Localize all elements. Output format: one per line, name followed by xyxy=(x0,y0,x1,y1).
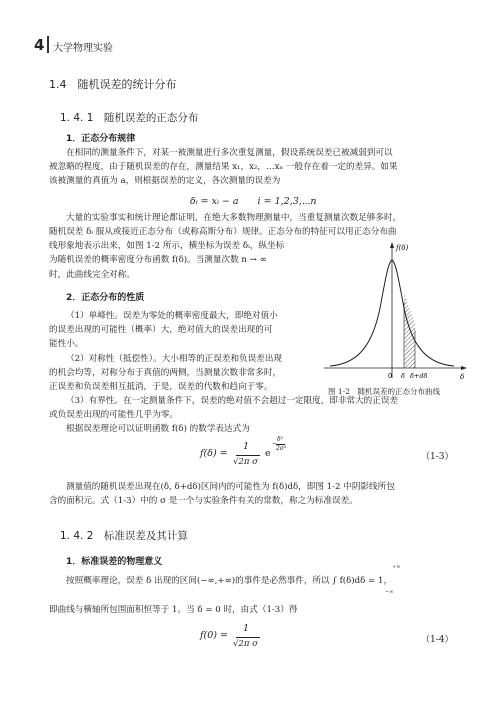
paragraph-line: 为随机误差的概率密度分布函数 f(δ)。当测量次数 n → ∞ xyxy=(49,255,267,265)
x-axis-label: δ xyxy=(460,373,465,381)
shaded-area xyxy=(404,293,415,368)
equation-number: （1-3） xyxy=(421,452,454,462)
paragraph-line: （1）单峰性。误差为零处的概率密度最大，即绝对值小 xyxy=(66,311,278,321)
paragraph-line: 该被测量的真值为 a，则根据误差的定义，各次测量的误差为 xyxy=(49,176,281,186)
y-axis-arrow xyxy=(390,242,394,248)
equation-peak-numerator: 1 xyxy=(243,623,250,634)
exp-minus: − xyxy=(272,440,278,447)
paragraph-line: 线形象地表示出来，如图 1-2 所示，横坐标为误差 δᵢ，纵坐标 xyxy=(49,241,285,251)
heading-properties: 2．正态分布的性质 xyxy=(66,293,145,303)
paragraph-line: 的机会均等，对称分布于真值的两侧，当测量次数非常多时， xyxy=(49,368,282,378)
equation-number: （1-4） xyxy=(421,635,454,645)
tick-delta: δ xyxy=(401,372,405,380)
fraction-bar xyxy=(236,637,260,638)
y-axis-label: f(δ) xyxy=(396,244,409,252)
section-title: 1.4 随机误差的统计分布 xyxy=(49,78,177,91)
equation-gaussian-lhs: f(δ) = xyxy=(200,448,228,459)
paragraph-line: 时，此曲线完全对称。 xyxy=(49,270,135,280)
exp-numerator: δ² xyxy=(277,436,284,443)
tick-delta-plus-d: δ+dδ xyxy=(410,372,428,380)
equation-peak-lhs: f(0) = xyxy=(200,630,228,641)
exp-denominator: 2σ² xyxy=(276,445,287,452)
paragraph-line: 在相同的测量条件下，对某一被测量进行多次重复测量，假设系统误差已被减弱到可以 xyxy=(66,148,393,158)
fraction-bar xyxy=(236,455,260,456)
subsection-title: 1. 4. 2 标准误差及其计算 xyxy=(60,530,188,542)
paragraph-line: 根据误差理论可以证明函数 f(δ) 的数学表达式为 xyxy=(66,424,250,434)
integral-lower-limit: −∞ xyxy=(385,589,394,595)
paragraph-line: 按照概率理论，误差 δ 出现的区间(−∞,+∞)的事件是必然事件，所以 ∫ f(δ)dδ = 1， xyxy=(66,576,393,586)
paragraph-line: 或负误差出现的可能性几乎为零。 xyxy=(49,410,178,420)
header-divider xyxy=(47,36,49,53)
normal-distribution-figure xyxy=(318,238,468,388)
paragraph-line: （2）对称性（抵偿性）。大小相等的正误差和负误差出现 xyxy=(66,354,283,364)
paragraph-line: 的误差出现的可能性（概率）大，绝对值大的误差出现的可 xyxy=(49,325,273,335)
equation-error-definition: δᵢ = xᵢ − a i = 1,2,3,⋯n xyxy=(190,196,317,207)
paragraph-line: （3）有界性。在一定测量条件下，误差的绝对值不会超过一定限度，即非常大的正误差 xyxy=(66,396,399,406)
paragraph-line: 即曲线与横轴所包围面积恒等于 1。当 δ = 0 时，由式（1-3）得 xyxy=(49,605,298,615)
book-title: 大学物理实验 xyxy=(53,43,113,54)
equation-peak-denominator: √2π σ xyxy=(233,639,258,649)
equation-gaussian-denominator: √2π σ xyxy=(233,457,258,467)
tick-zero: 0 xyxy=(388,372,393,380)
exp-base: e xyxy=(265,448,271,459)
paragraph-line: 能性小。 xyxy=(49,339,84,349)
paragraph-line: 测量值的随机误差出现在(δ, δ+dδ)区间内的可能性为 f(δ)dδ，即图 1-2 中阴影线所包 xyxy=(66,482,395,492)
x-axis-arrow xyxy=(461,366,467,370)
page-number: 4 xyxy=(34,36,45,54)
heading-normal-law: 1．正态分布规律 xyxy=(66,134,136,144)
paragraph-line: 正误差和负误差相互抵消，于是，误差的代数和趋向于零。 xyxy=(49,382,273,392)
subsection-title: 1. 4. 1 随机误差的正态分布 xyxy=(60,112,199,124)
paragraph-line: 随机误差 δᵢ 服从或接近正态分布（或称高斯分布）规律。正态分布的特征可以用正态分布曲 xyxy=(49,227,397,237)
equation-gaussian-numerator: 1 xyxy=(243,441,250,452)
integral-upper-limit: +∞ xyxy=(392,564,401,570)
heading-physical-meaning: 1．标准误差的物理意义 xyxy=(66,557,163,567)
paragraph-line: 大量的实验事实和统计理论都证明，在绝大多数物理测量中，当重复测量次数足够多时， xyxy=(66,213,402,223)
figure-caption: 图 1-2 随机误差的正态分布曲线 xyxy=(328,387,440,396)
paragraph-line: 含的面积元。式（1-3）中的 σ 是一个与实验条件有关的常数，称之为标准误差。 xyxy=(49,496,358,506)
paragraph-line: 被忽略的程度，由于随机误差的存在，测量结果 x₁，x₂，…xₙ 一般存在着一定的差异。如果 xyxy=(49,162,398,172)
